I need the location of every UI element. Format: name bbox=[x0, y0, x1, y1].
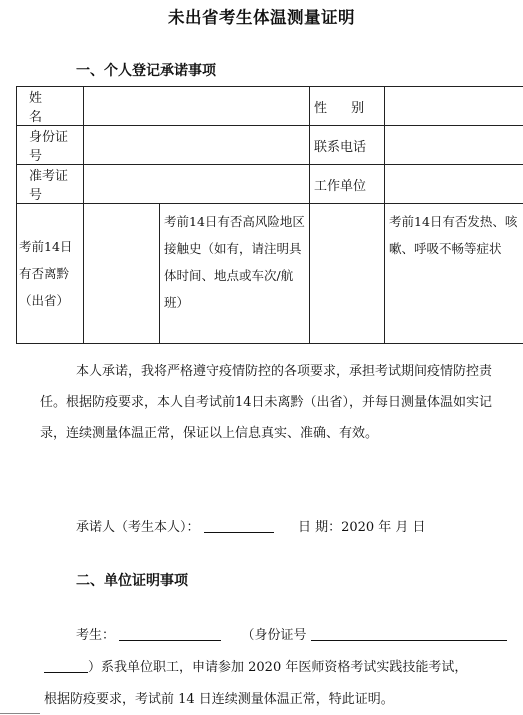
gender-field[interactable] bbox=[385, 87, 523, 126]
unit-id-field-continued[interactable] bbox=[44, 658, 88, 673]
name-label: 姓 名 bbox=[17, 87, 84, 126]
id-number-label: 身份证号 bbox=[17, 126, 84, 165]
risk-area-question: 考前14日有否高风险地区接触史（如有，请注明具体时间、地点或车次/航班） bbox=[160, 204, 310, 344]
unit-line-2 bbox=[44, 656, 467, 675]
table-row bbox=[17, 204, 523, 344]
phone-label: 联系电话 bbox=[310, 126, 385, 165]
name-field[interactable] bbox=[84, 87, 310, 126]
table-row bbox=[17, 126, 523, 165]
symptoms-question: 考前14日有否发热、咳嗽、呼吸不畅等症状 bbox=[385, 204, 523, 344]
gender-label: 性 别 bbox=[310, 87, 385, 126]
ticket-number-field[interactable] bbox=[84, 165, 310, 204]
unit-line-1 bbox=[76, 624, 507, 643]
left-province-question: 考前14日有否离黔（出省） bbox=[17, 204, 84, 344]
registration-table bbox=[16, 86, 523, 344]
unit-statement-2: 根据防疫要求，考试前 14 日连续测量体温正常，特此证明。 bbox=[44, 692, 394, 707]
section-heading-unit: 二、单位证明事项 bbox=[76, 573, 188, 589]
table-row bbox=[17, 87, 523, 126]
signer-label: 承诺人（考生本人）： bbox=[76, 520, 200, 535]
ticket-number-label: 准考证号 bbox=[17, 165, 84, 204]
unit-id-label: （身份证号 bbox=[241, 628, 307, 643]
employer-label: 工作单位 bbox=[310, 165, 385, 204]
phone-field[interactable] bbox=[385, 126, 523, 165]
examinee-label: 考生： bbox=[76, 628, 116, 643]
employer-field[interactable] bbox=[385, 165, 523, 204]
promise-text: 本人承诺，我将严格遵守疫情防控的各项要求，承担考试期间疫情防控责任。根据防疫要求，本人自考试前14日未离黔（出省），并每日测量体温如实记录，连续测量体温正常，保证以上信息真实、准确、有效。 bbox=[40, 364, 493, 441]
left-province-answer[interactable] bbox=[84, 204, 160, 344]
unit-statement-1: ）系我单位职工，申请参加 2020 年医师资格考试实践技能考试， bbox=[88, 660, 468, 675]
unit-id-field[interactable] bbox=[311, 626, 507, 641]
table-row bbox=[17, 165, 523, 204]
signature-line bbox=[76, 516, 426, 535]
signer-field[interactable] bbox=[204, 518, 274, 533]
document-title: 未出省考生体温测量证明 bbox=[168, 8, 355, 27]
id-number-field[interactable] bbox=[84, 126, 310, 165]
date-label: 日 期：2020 年 月 日 bbox=[297, 520, 426, 535]
examinee-field[interactable] bbox=[119, 626, 221, 641]
page-edge-rule bbox=[0, 713, 40, 714]
section-heading-personal: 一、个人登记承诺事项 bbox=[76, 63, 216, 79]
promise-paragraph bbox=[40, 356, 510, 449]
risk-area-answer[interactable] bbox=[310, 204, 385, 344]
unit-line-3 bbox=[44, 688, 394, 707]
